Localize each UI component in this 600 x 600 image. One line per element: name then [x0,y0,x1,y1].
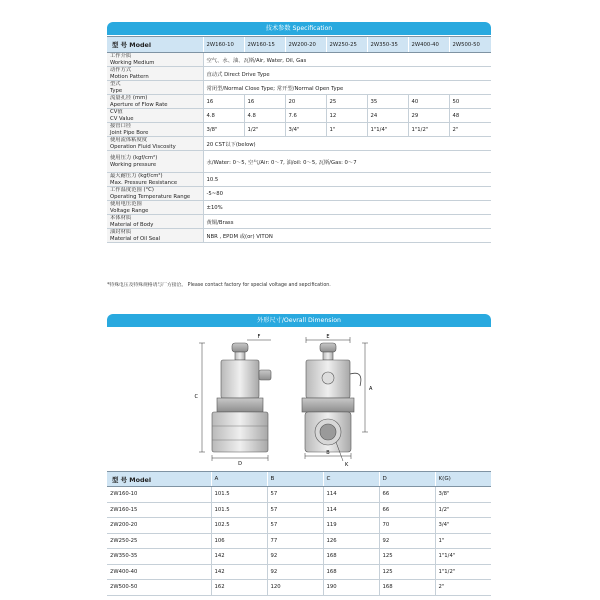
dimension-cell: 126 [323,533,379,549]
dimension-cell: 125 [379,564,435,580]
spec-label-en: Material of Oil Seal [110,235,161,242]
spec-header-model-name: 2W250-25 [326,37,367,53]
spec-merged-value: -5~80 [203,187,491,201]
spec-row [107,173,491,187]
spec-label-en: Voltage Range [110,207,149,214]
spec-cell-value: 35 [367,95,408,109]
spec-label-cn: 使用流体粘度度 [110,137,148,144]
dimension-cell: 142 [211,549,267,565]
dimension-row [107,564,491,580]
dimension-cell: 3/8" [435,487,491,503]
dimension-cell: 2" [435,580,491,596]
spec-row [107,229,491,243]
spec-merged-value: ±10% [203,201,491,215]
dimension-cell: 92 [267,549,323,565]
spec-row [107,67,491,81]
spec-label-cn: 动作方式 [110,67,132,74]
spec-label-en: Joint Pipe Bore [110,129,149,136]
dimension-cell: 102.5 [211,518,267,534]
label-f: F [257,334,261,340]
spec-merged-value: 水/Water: 0～5, 空气/Air: 0～7, 油/oil: 0～5, 瓦斯/Gas: 0～7 [203,151,491,173]
spec-row [107,123,491,137]
dimension-cell: 168 [323,549,379,565]
dimension-cell: 119 [323,518,379,534]
spec-label-cn: 型式 [110,81,121,88]
spec-row [107,151,491,173]
dimension-header-cell: C [323,472,379,487]
spec-cell-value: 40 [408,95,449,109]
spec-label-en: Operating Temperature Range [110,193,191,200]
dimension-cell: 162 [211,580,267,596]
dimension-cell: 92 [379,533,435,549]
dimension-cell: 57 [267,502,323,518]
spec-cell-value: 16 [203,95,244,109]
spec-row-label [107,229,203,243]
spec-label-en: Motion Pattern [110,73,149,80]
spec-cell-value: 12 [326,109,367,123]
spec-header-model: 型 号 Model [107,37,203,53]
dimension-cell: 125 [379,549,435,565]
spec-label-cn: 流量孔径 (mm) [110,95,148,102]
spec-cell-value: 25 [326,95,367,109]
spec-label-cn: 工作温度范围 (°C) [110,187,154,194]
spec-cell-value: 1" [326,123,367,137]
spec-label-cn: 工作介质 [110,53,132,60]
dimension-row [107,518,491,534]
dimension-cell: 101.5 [211,487,267,503]
spec-row-label [107,151,203,173]
spec-row [107,109,491,123]
spec-row-label [107,201,203,215]
spec-row-label [107,81,203,95]
spec-header-model-name: 2W160-15 [244,37,285,53]
spec-cell-value: 24 [367,109,408,123]
dimension-cell: 101.5 [211,502,267,518]
spec-row [107,95,491,109]
dimension-cell: 77 [267,533,323,549]
dimension-cell: 106 [211,533,267,549]
spec-label-en: Material of Body [110,221,154,228]
spec-merged-value: 直动式 Direct Drive Type [203,67,491,81]
dimension-banner: 外形尺寸/Oevrall Dimension [107,314,491,327]
valve-drawing-svg [107,328,491,470]
spec-cell-value: 29 [408,109,449,123]
spec-row [107,53,491,67]
dimension-cell: 168 [379,580,435,596]
dimension-header-cell: K(G) [435,472,491,487]
dimension-cell: 57 [267,487,323,503]
spec-merged-value: 20 CST以下(below) [203,137,491,151]
spec-cell-value: 2" [449,123,491,137]
spec-header-model-name: 2W200-20 [285,37,326,53]
spec-label-en: Aperture of Flow Rate [110,101,168,108]
spec-header-model-name: 2W500-50 [449,37,491,53]
spec-cell-value: 1"1/2" [408,123,449,137]
dimension-cell: 2W250-25 [107,533,211,549]
dimension-header-cell: A [211,472,267,487]
spec-merged-value: 黄铜/Brass [203,215,491,229]
spec-cell-value: 20 [285,95,326,109]
label-b: B [326,450,330,456]
dimension-header-cell: D [379,472,435,487]
spec-banner: 技术参数 Specification [107,22,491,35]
spec-merged-value: 空气、水、油、瓦斯/Air, Water, Oil, Gas [203,53,491,67]
dimension-cell: 1"1/2" [435,564,491,580]
dimension-cell: 1"1/4" [435,549,491,565]
spec-label-cn: 油封材质 [110,229,132,236]
spec-label-en: Working Medium [110,59,155,66]
spec-cell-value: 4.8 [203,109,244,123]
dimension-cell: 70 [379,518,435,534]
dimension-cell: 168 [323,564,379,580]
spec-cell-value: 3/4" [285,123,326,137]
dimension-cell: 2W350-35 [107,549,211,565]
dimension-header-cell: B [267,472,323,487]
dimension-cell: 120 [267,580,323,596]
spec-label-en: CV Value [110,115,134,122]
spec-cell-value: 7.6 [285,109,326,123]
dimension-cell: 2W200-20 [107,518,211,534]
valve-side-view [302,343,361,452]
spec-merged-value: 常闭型/Normal Close Type; 常开型/Normal Open Type [203,81,491,95]
label-k: K [345,462,349,468]
dimension-cell: 2W500-50 [107,580,211,596]
spec-label-en: Type [110,87,123,94]
spec-merged-value: NBR , EPDM 或(or) VITON [203,229,491,243]
spec-row-label [107,187,203,201]
spec-row-label [107,173,203,187]
dimension-row [107,487,491,503]
dimension-row [107,502,491,518]
spec-cell-value: 1"1/4" [367,123,408,137]
dimension-table [107,471,491,596]
dimension-cell: 114 [323,487,379,503]
spec-row [107,137,491,151]
spec-label-cn: 使用压力 (kgf/cm²) [110,155,158,162]
spec-merged-value: 10.5 [203,173,491,187]
spec-header-model-name: 2W350-35 [367,37,408,53]
label-e: E [326,334,330,340]
dimension-cell: 57 [267,518,323,534]
dimension-cell: 66 [379,487,435,503]
dimension-cell: 92 [267,564,323,580]
spec-row-label [107,67,203,81]
label-a: A [369,386,373,392]
dimension-row [107,533,491,549]
spec-table [107,36,491,243]
spec-row [107,201,491,215]
spec-row-label [107,137,203,151]
dimension-header-model: 型 号 Model [107,472,211,487]
spec-note: *特殊电压及特殊规格请与厂方接洽。 Please contact factory for special voltage and sepcification. [107,283,331,288]
label-d: D [238,461,242,467]
dimension-row [107,580,491,596]
spec-label-en: Working pressure [110,161,157,168]
spec-row-label [107,109,203,123]
dimension-row [107,549,491,565]
spec-label-cn: 接管口径 [110,123,132,130]
spec-cell-value: 1/2" [244,123,285,137]
dimension-cell: 114 [323,502,379,518]
dimension-cell: 66 [379,502,435,518]
spec-row-label [107,95,203,109]
dimension-cell: 2W160-15 [107,502,211,518]
spec-header-model-name: 2W160-10 [203,37,244,53]
dimension-cell: 2W160-10 [107,487,211,503]
spec-header-model-name: 2W400-40 [408,37,449,53]
spec-label-en: Operation Fluid Viscosity [110,143,176,150]
spec-cell-value: 3/8" [203,123,244,137]
dimension-cell: 2W400-40 [107,564,211,580]
spec-cell-value: 48 [449,109,491,123]
spec-label-cn: CV值 [110,109,123,116]
spec-cell-value: 4.8 [244,109,285,123]
dimension-cell: 1" [435,533,491,549]
spec-row [107,215,491,229]
spec-cell-value: 16 [244,95,285,109]
spec-row-label [107,53,203,67]
spec-label-cn: 最大耐压力 (kgf/cm²) [110,173,163,180]
spec-cell-value: 50 [449,95,491,109]
dimension-cell: 142 [211,564,267,580]
spec-label-cn: 本体材质 [110,215,132,222]
label-c: C [194,394,198,400]
dimension-header-row [107,472,491,487]
spec-header-row [107,37,491,53]
dimension-cell: 3/4" [435,518,491,534]
dimension-cell: 190 [323,580,379,596]
dimension-drawing [107,328,491,470]
spec-label-en: Max. Pressure Resistance [110,179,178,186]
spec-row-label [107,123,203,137]
spec-row-label [107,215,203,229]
dimension-cell: 1/2" [435,502,491,518]
spec-row [107,81,491,95]
spec-row [107,187,491,201]
spec-label-cn: 使用电压范围 [110,201,142,208]
valve-front-view [212,343,271,452]
